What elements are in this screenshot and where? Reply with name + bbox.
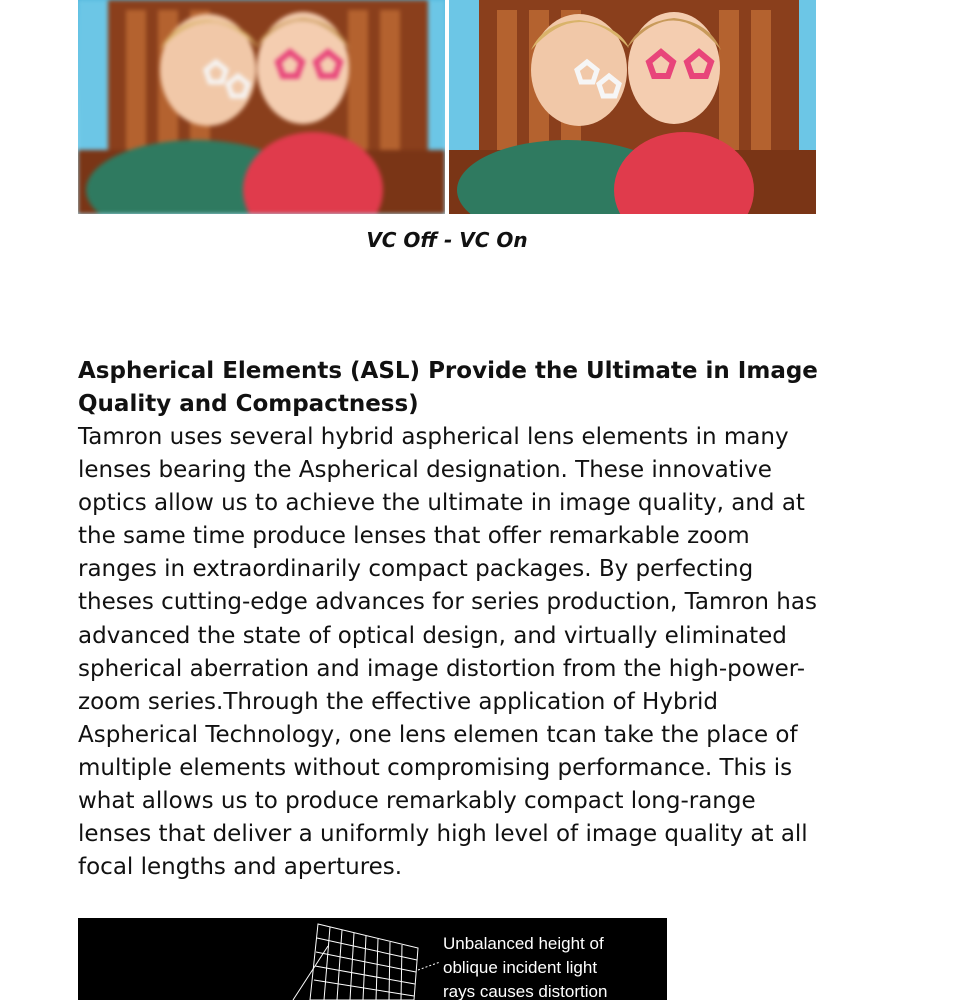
photo-caption: VC Off - VC On bbox=[366, 228, 528, 252]
kids-photo-sharp-icon bbox=[449, 0, 816, 214]
diagram-label bbox=[443, 932, 663, 1000]
distortion-diagram bbox=[78, 918, 667, 1000]
section-body-text: Tamron uses several hybrid aspherical lens elements in many lenses bearing the Aspherical designation. These innovative optics allow us to achieve the ultimate in image quality, and at the same time produce lenses that offer remarkable zoom ranges in extraordinarily compact packages. By perfecting theses cutting-edge advances for series production, Tamron has advanced the state of optical design, and virtually eliminated spherical aberration and image distortion from the high-power-zoom series.Through the effective application of Hybrid Aspherical Technology, one lens elemen tcan take the place of multiple elements without compromising performance. This is what allows us to produce remarkably compact long-range lenses that deliver a uniformly high level of image quality at all focal lengths and apertures. bbox=[78, 424, 817, 881]
diagram-label-line: oblique incident light bbox=[443, 958, 598, 977]
vc-comparison-image bbox=[78, 0, 816, 214]
vc-on-photo bbox=[449, 0, 816, 214]
diagram-label-line: rays causes distortion bbox=[443, 982, 608, 1000]
diagram-label-line: Unbalanced height of bbox=[443, 934, 604, 953]
section-heading: Aspherical Elements (ASL) Provide the Ultimate in Image Quality and Compactness) bbox=[78, 358, 818, 417]
vc-off-photo bbox=[78, 0, 445, 214]
kids-photo-blurred-icon bbox=[78, 0, 445, 214]
